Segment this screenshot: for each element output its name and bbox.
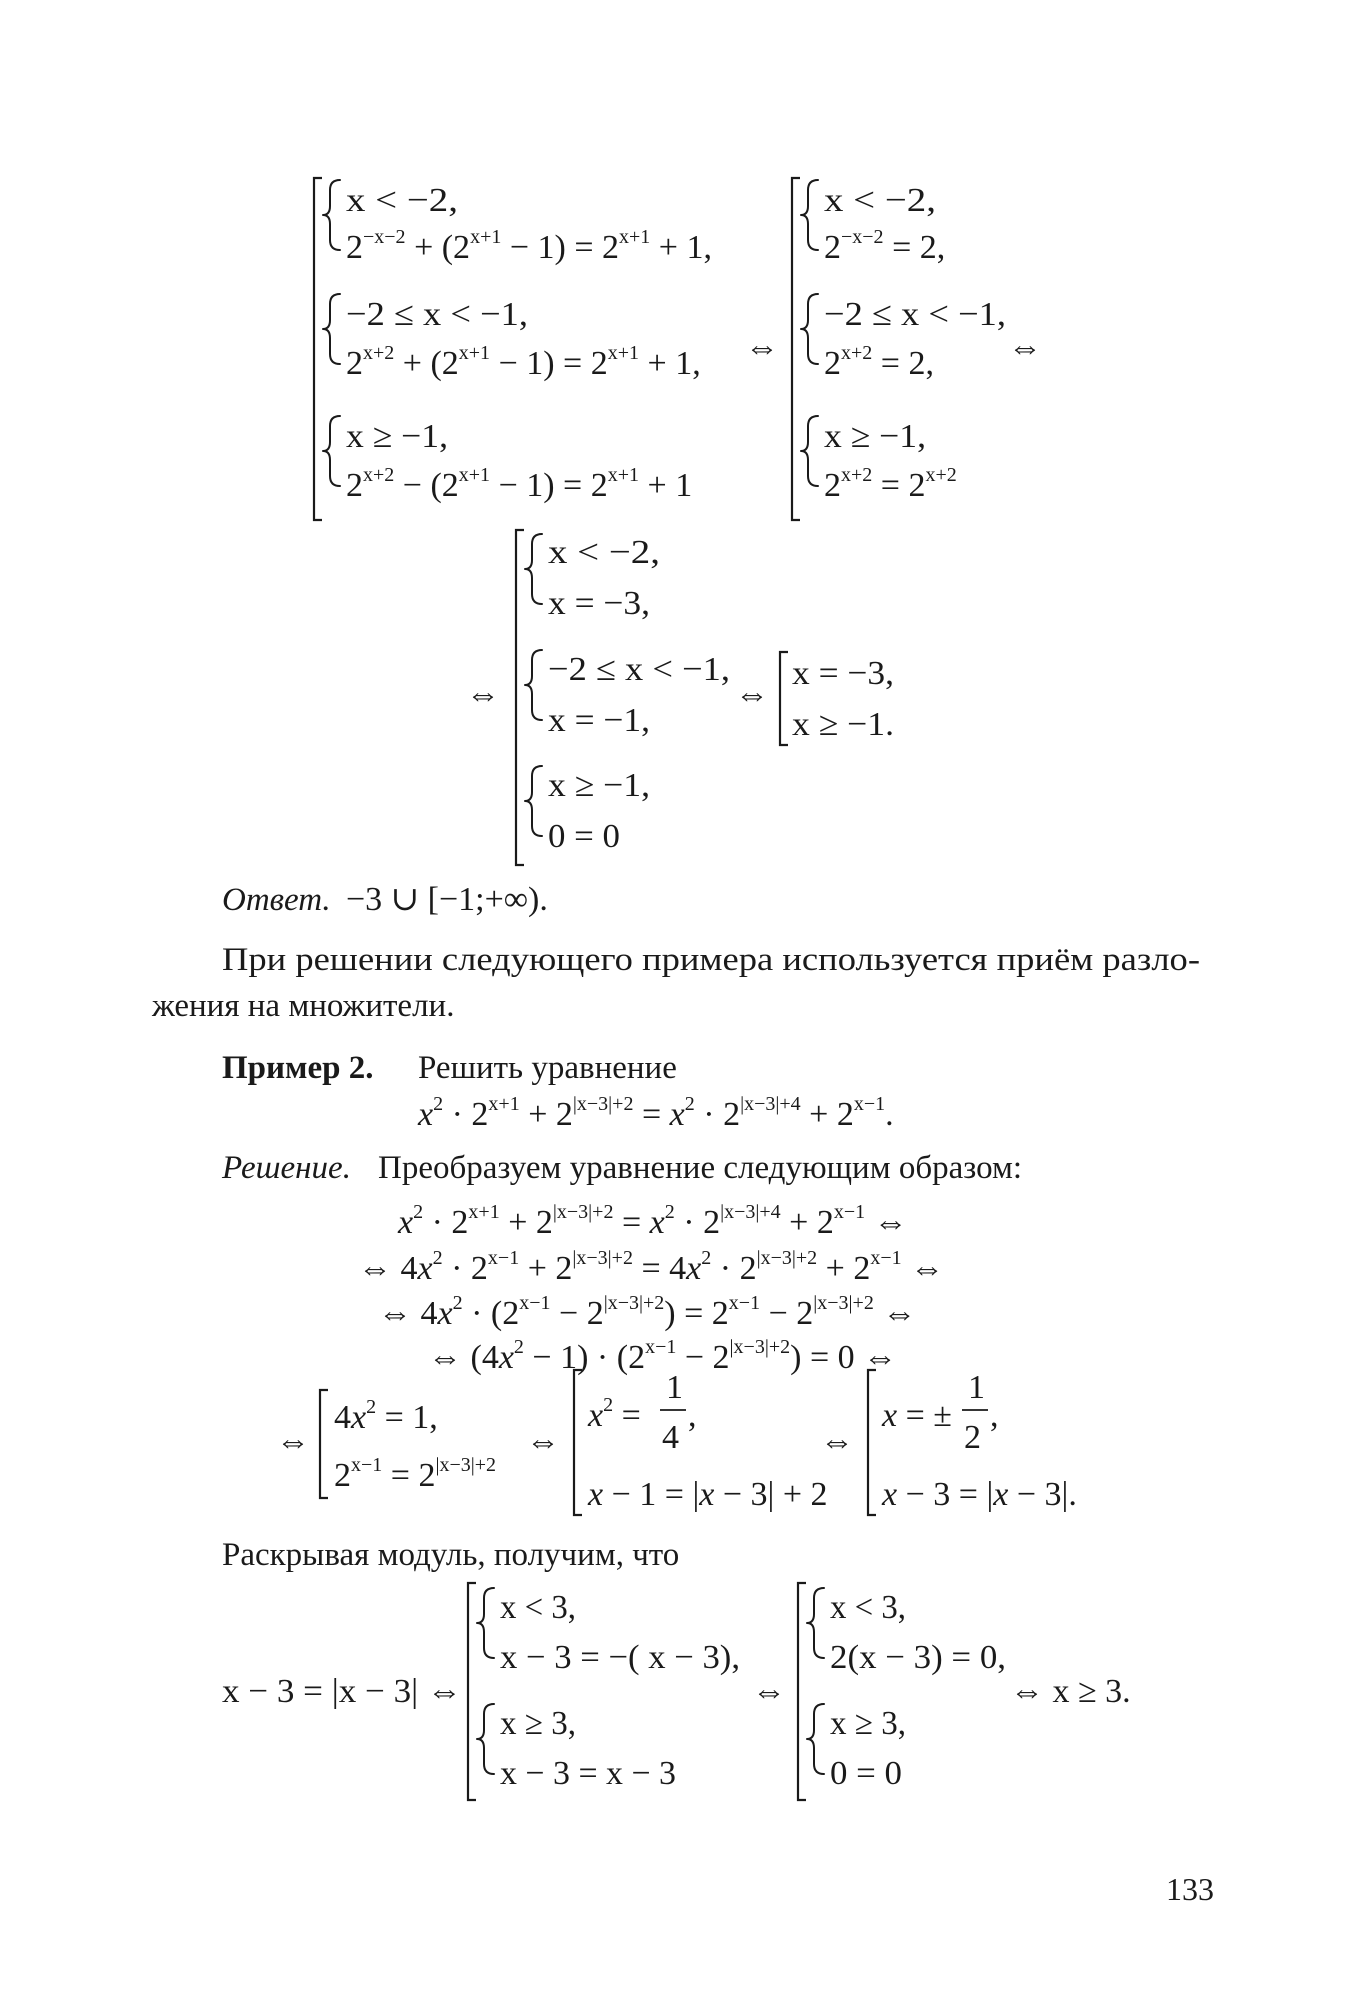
solution-step: $x^2 \cdot 2^{x+1} + 2^{|x-3|+2} = x^2 \cdot 2^{|x-3|+4} + 2^{x-1}$ ⇔ bbox=[398, 1201, 908, 1241]
math-line: x ≥ −1. bbox=[792, 706, 894, 743]
example-equation: $x^2 \cdot 2^{x+1} + 2^{|x-3|+2} = x^2 \cdot 2^{|x-3|+4} + 2^{x-1}$. bbox=[418, 1093, 894, 1133]
square-bracket-open bbox=[868, 1370, 876, 1515]
math-line: x − 3 = |x − 3| ⇔ bbox=[222, 1673, 462, 1710]
math-line: x = −3, bbox=[548, 585, 650, 622]
equivalence-arrow: ⇔ bbox=[820, 1423, 854, 1460]
math-line: $2^{-x-2} + (2^{x+1} - 1) = 2^{x+1} + 1$, bbox=[346, 226, 712, 266]
square-bracket-open bbox=[798, 1583, 806, 1800]
fraction-numerator: 1 bbox=[968, 1369, 985, 1406]
paragraph-line: При решении следующего примера используется приём разло- bbox=[222, 942, 1200, 978]
curly-brace bbox=[323, 180, 340, 250]
math-line: 0 = 0 bbox=[548, 818, 620, 855]
square-bracket-open bbox=[780, 652, 788, 745]
math-line: x < −2, bbox=[346, 182, 458, 219]
curly-brace bbox=[807, 1588, 824, 1658]
equivalence-arrow: ⇔ bbox=[1008, 329, 1042, 366]
square-bracket-open bbox=[314, 178, 322, 520]
math-line: x ≥ 3, bbox=[500, 1705, 576, 1742]
math-line: $2^{x+2} + (2^{x+1} - 1) = 2^{x+1} + 1$, bbox=[346, 342, 701, 382]
answer-value: −3 ∪ [−1;+∞). bbox=[346, 881, 548, 918]
math-line: , bbox=[990, 1397, 999, 1434]
math-line: $4x^2 = 1$, bbox=[334, 1396, 438, 1436]
math-line: x < −2, bbox=[824, 182, 936, 219]
page-number: 133 bbox=[1166, 1871, 1214, 1907]
math-line: ⇔ x ≥ 3. bbox=[1010, 1673, 1131, 1710]
math-line: x < 3, bbox=[500, 1589, 576, 1626]
math-line: $2^{x+2} = 2$, bbox=[824, 342, 934, 382]
curly-brace bbox=[801, 416, 818, 486]
solution-heading bbox=[221, 1150, 1022, 1186]
math-line: x − 3 = x − 3 bbox=[500, 1755, 676, 1792]
example-title: Пример 2. bbox=[222, 1050, 374, 1086]
math-line: x = ± bbox=[882, 1397, 952, 1434]
solution-step: ⇔ $4x^2 \cdot (2^{x-1} - 2^{|x-3|+2}) = 2^{x-1} - 2^{|x-3|+2}$ ⇔ bbox=[378, 1292, 917, 1332]
answer-line bbox=[222, 881, 548, 918]
math-line: x − 3 = −( x − 3), bbox=[500, 1639, 740, 1676]
math-line: $x^2$ = bbox=[588, 1394, 641, 1434]
math-line: x − 1 = |x − 3| + 2 bbox=[588, 1476, 828, 1513]
equivalence-arrow: ⇔ bbox=[466, 676, 500, 713]
math-line: 0 = 0 bbox=[830, 1755, 902, 1792]
equivalence-arrow: ⇔ bbox=[735, 676, 769, 713]
math-line: $2^{x+2} = 2^{x+2}$ bbox=[824, 464, 957, 504]
answer-label: Ответ. bbox=[222, 882, 331, 918]
example-text: Решить уравнение bbox=[418, 1050, 677, 1086]
curly-brace bbox=[807, 1704, 824, 1774]
solution-step: ⇔ $(4x^2 - 1) \cdot (2^{x-1} - 2^{|x-3|+2}) = 0$ ⇔ bbox=[428, 1336, 898, 1376]
block3-col2 bbox=[798, 1583, 1006, 1800]
square-bracket-open bbox=[468, 1583, 476, 1800]
curly-brace bbox=[525, 766, 542, 836]
paragraph bbox=[151, 942, 1200, 1024]
math-line: x = −1, bbox=[548, 702, 650, 739]
solution-set bbox=[320, 1390, 496, 1498]
math-line: $2^{x-1} = 2^{|x-3|+2}$ bbox=[334, 1454, 497, 1494]
math-line: , bbox=[688, 1397, 697, 1434]
curly-brace bbox=[801, 294, 818, 364]
block1-col2 bbox=[792, 178, 1006, 520]
square-bracket-open bbox=[320, 1390, 328, 1498]
paragraph-line: жения на множители. bbox=[152, 988, 455, 1024]
equivalence-arrow: ⇔ bbox=[526, 1423, 560, 1460]
math-line: $2^{-x-2} = 2$, bbox=[824, 226, 946, 266]
math-line: x ≥ −1, bbox=[346, 418, 448, 455]
block1-col3 bbox=[516, 530, 730, 865]
math-line: x ≥ 3, bbox=[830, 1705, 906, 1742]
block1-col1 bbox=[314, 178, 712, 520]
solution-label: Решение. bbox=[222, 1150, 351, 1186]
solution-text: Преобразуем уравнение следующим образом: bbox=[378, 1150, 1023, 1186]
solution-set bbox=[868, 1369, 1077, 1515]
equivalence-arrow: ⇔ bbox=[276, 1423, 310, 1460]
equivalence-arrow: ⇔ bbox=[752, 1673, 786, 1710]
square-bracket-open bbox=[574, 1370, 582, 1515]
example-heading bbox=[222, 1050, 677, 1086]
curly-brace bbox=[801, 180, 818, 250]
square-bracket-open bbox=[792, 178, 800, 520]
math-line: 2(x − 3) = 0, bbox=[830, 1639, 1006, 1676]
math-line: x − 3 = |x − 3|. bbox=[882, 1476, 1077, 1513]
equivalence-arrow: ⇔ bbox=[745, 329, 779, 366]
math-line: $2^{x+2} - (2^{x+1} - 1) = 2^{x+1} + 1$ bbox=[346, 464, 693, 504]
block1-col4 bbox=[780, 652, 894, 745]
curly-brace bbox=[477, 1704, 494, 1774]
curly-brace bbox=[525, 650, 542, 720]
fraction-denominator: 4 bbox=[662, 1419, 679, 1456]
fraction-denominator: 2 bbox=[964, 1419, 981, 1456]
square-bracket-open bbox=[516, 530, 524, 865]
block3-col1 bbox=[468, 1583, 740, 1800]
math-line: −2 ≤ x < −1, bbox=[346, 296, 528, 333]
math-line: x ≥ −1, bbox=[824, 418, 926, 455]
math-line: x = −3, bbox=[792, 655, 894, 692]
curly-brace bbox=[323, 416, 340, 486]
curly-brace bbox=[477, 1588, 494, 1658]
math-line: x < 3, bbox=[830, 1589, 906, 1626]
curly-brace bbox=[525, 534, 542, 604]
curly-brace bbox=[323, 294, 340, 364]
math-line: −2 ≤ x < −1, bbox=[548, 651, 730, 688]
math-line: x ≥ −1, bbox=[548, 767, 650, 804]
solution-step: ⇔ $4x^2 \cdot 2^{x-1} + 2^{|x-3|+2} = 4x^2 \cdot 2^{|x-3|+2} + 2^{x-1}$ ⇔ bbox=[358, 1247, 945, 1287]
solution-set bbox=[574, 1369, 828, 1515]
fraction-numerator: 1 bbox=[666, 1369, 683, 1406]
math-line: x < −2, bbox=[548, 534, 660, 571]
math-line: −2 ≤ x < −1, bbox=[824, 296, 1006, 333]
paragraph-line: Раскрывая модуль, получим, что bbox=[222, 1537, 680, 1573]
